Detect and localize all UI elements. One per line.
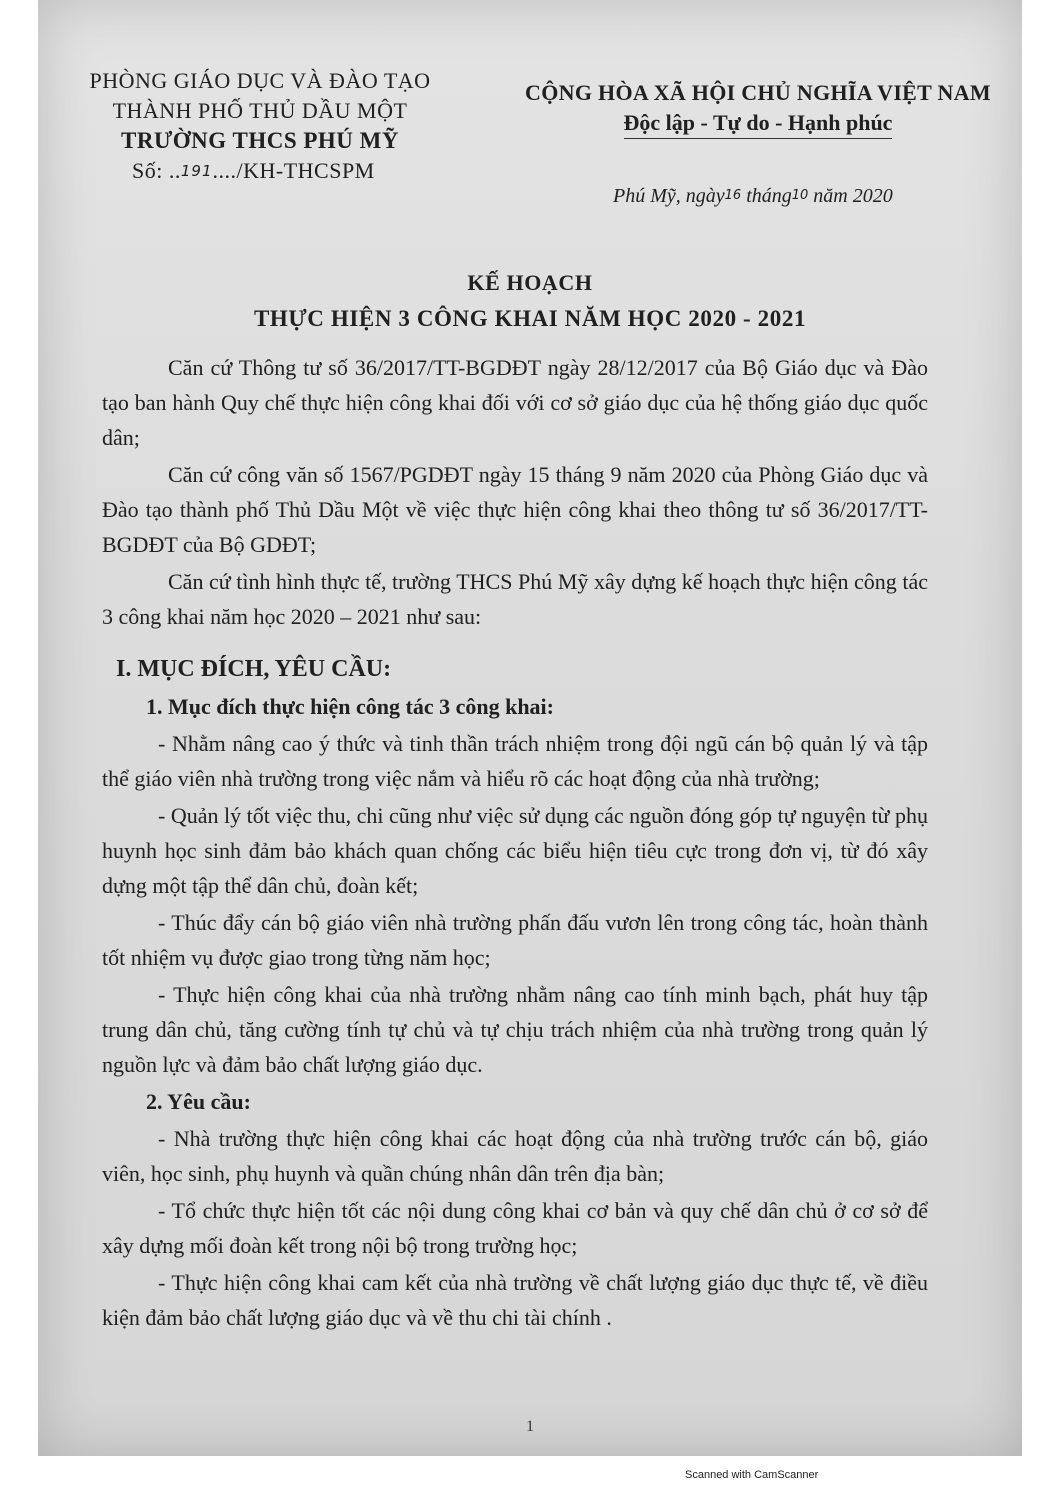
place-date-prefix: Phú Mỹ, ngày: [613, 185, 725, 207]
document-body: [102, 350, 928, 1335]
document-type-title: KẾ HOẠCH: [467, 270, 593, 295]
legal-basis-paragraph: Căn cứ Thông tư số 36/2017/TT-BGDĐT ngày 28/12/2017 của Bộ Giáo dục và Đào tạo ban hành Quy chế thực hiện công khai đối với cơ sở giáo dục của hệ thống giáo dục quốc dân;: [102, 355, 928, 450]
handwritten-number: 191: [180, 162, 213, 180]
handwritten-month: 10: [791, 188, 809, 203]
requirement-item: - Tổ chức thực hiện tốt các nội dung công khai cơ bản và quy chế dân chủ ở cơ sở để xây dựng mối đoàn kết trong nội bộ trong trường học;: [102, 1198, 928, 1258]
requirement-item: - Thực hiện công khai cam kết của nhà trường về chất lượng giáo dục thực tế, về điều kiện đảm bảo chất lượng giáo dục và về thu chi tài chính .: [102, 1270, 928, 1330]
section-heading: I. MỤC ĐÍCH, YÊU CẦU:: [116, 656, 392, 682]
document-number-prefix: Số: ..: [132, 158, 181, 183]
month-label: tháng: [746, 185, 792, 207]
national-header: [508, 78, 1008, 139]
purpose-item: - Thực hiện công khai của nhà trường nhằm nâng cao tính minh bạch, phát huy tập trung dân chủ, tăng cường tính tự chủ và tự chịu trách nhiệm của nhà trường trong quản lý nguồn lực và đảm bảo chất lượng giáo dục.: [102, 982, 928, 1077]
nation-name: CỘNG HÒA XÃ HỘI CHỦ NGHĨA VIỆT NAM: [525, 80, 991, 105]
document-number-suffix: ..../KH-THCSPM: [212, 158, 375, 183]
national-motto: Độc lập - Tự do - Hạnh phúc: [624, 108, 893, 139]
year-label: năm 2020: [813, 185, 893, 207]
subsection-heading: 2. Yêu cầu:: [146, 1089, 251, 1114]
document-number: [80, 156, 440, 186]
agency-name: PHÒNG GIÁO DỤC VÀ ĐÀO TẠO: [89, 68, 431, 93]
purpose-item: - Quản lý tốt việc thu, chi cũng như việc sử dụng các nguồn đóng góp tự nguyện từ phụ huynh học sinh đảm bảo khách quan chống các biểu hiện tiêu cực trong đơn vị, từ đó xây dựng một tập thể dân chủ, đoàn kết;: [102, 803, 928, 898]
purpose-item: - Nhằm nâng cao ý thức và tinh thần trách nhiệm trong đội ngũ cán bộ quản lý và tập thể giáo viên nhà trường trong việc nắm và hiểu rõ các hoạt động của nhà trường;: [102, 731, 928, 791]
handwritten-day: 16: [724, 188, 742, 203]
legal-basis-paragraph: Căn cứ tình hình thực tế, trường THCS Phú Mỹ xây dựng kế hoạch thực hiện công tác 3 công khai năm học 2020 – 2021 như sau:: [102, 569, 928, 629]
document-subject-title: THỰC HIỆN 3 CÔNG KHAI NĂM HỌC 2020 - 2021: [253, 306, 807, 331]
requirement-item: - Nhà trường thực hiện công khai các hoạt động của nhà trường trước cán bộ, giáo viên, học sinh, phụ huynh và quần chúng nhân dân trên địa bàn;: [102, 1126, 928, 1186]
legal-basis-paragraph: Căn cứ công văn số 1567/PGDĐT ngày 15 tháng 9 năm 2020 của Phòng Giáo dục và Đào tạo thành phố Thủ Dầu Một về việc thực hiện công khai theo thông tư số 36/2017/TT-BGDĐT của Bộ GDĐT;: [102, 462, 928, 557]
page-number: 1: [526, 1418, 534, 1435]
place-date: [613, 185, 893, 208]
purpose-item: - Thúc đẩy cán bộ giáo viên nhà trường phấn đấu vươn lên trong công tác, hoàn thành tốt nhiệm vụ được giao trong từng năm học;: [102, 910, 928, 970]
subsection-heading: 1. Mục đích thực hiện công tác 3 công khai:: [146, 694, 554, 719]
scanner-watermark: Scanned with CamScanner: [685, 1469, 819, 1481]
scanned-page: [38, 0, 1022, 1456]
issuing-agency-header: [80, 66, 440, 186]
school-name: TRƯỜNG THCS PHÚ MỸ: [121, 128, 399, 153]
city-name: THÀNH PHỐ THỦ DẦU MỘT: [112, 98, 408, 123]
